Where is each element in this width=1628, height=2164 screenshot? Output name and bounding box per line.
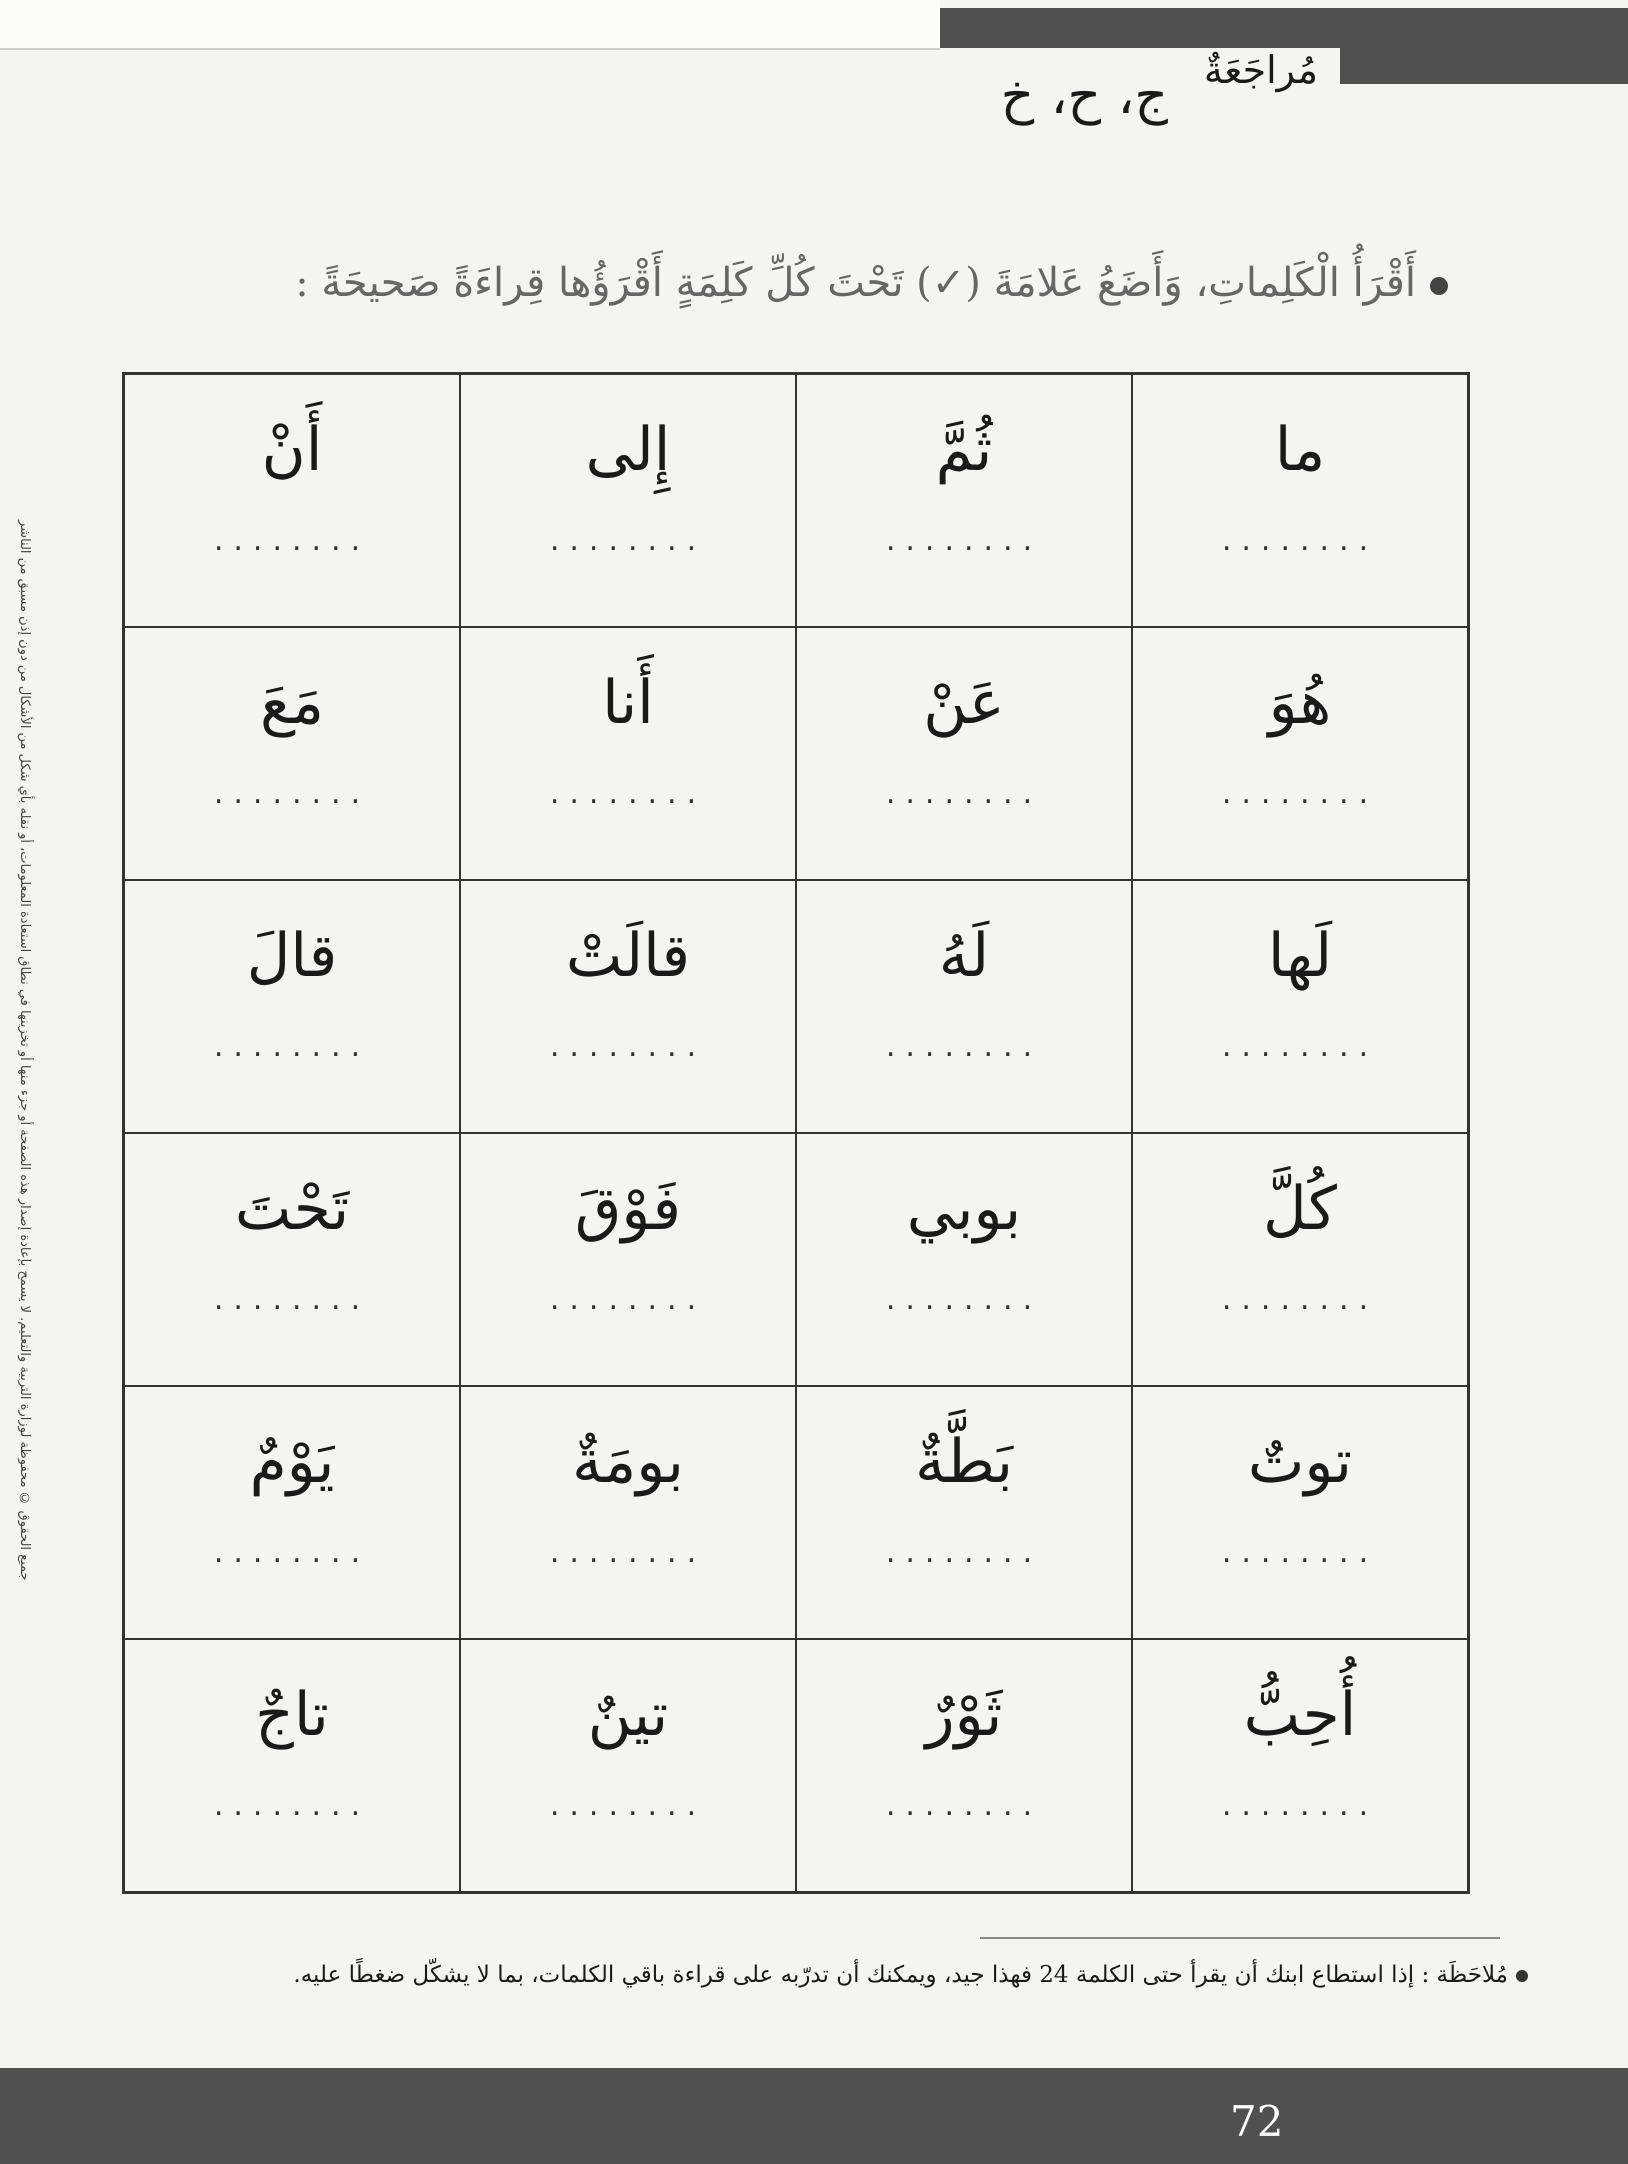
word-label: تَحْتَ <box>234 1174 350 1244</box>
answer-line[interactable]: ........ <box>885 776 1043 811</box>
word-label: يَوْمٌ <box>249 1427 335 1497</box>
word-cell[interactable] <box>1132 627 1468 880</box>
word-label: هُوَ <box>1268 668 1332 738</box>
word-grid <box>122 372 1470 1894</box>
word-label: ما <box>1274 415 1326 485</box>
footnote-text: مُلاحَظَة : إذا استطاع ابنك أن يقرأ حتى الكلمة 24 فهذا جيد، ويمكنك أن تدرّبه على قراءة باقي الكلمات، بما لا يشكّل ضغطًا عليه. <box>293 1962 1508 1988</box>
answer-line[interactable]: ........ <box>1221 1788 1379 1823</box>
word-cell[interactable] <box>460 1639 796 1892</box>
word-cell[interactable] <box>796 1133 1132 1386</box>
bullet-icon <box>1430 277 1448 295</box>
word-label: قالَتْ <box>565 921 691 991</box>
answer-line[interactable]: ........ <box>549 1282 707 1317</box>
word-label: مَعَ <box>259 668 325 738</box>
bullet-icon <box>1516 1970 1528 1982</box>
section-tag: مُراجَعَةٌ <box>1203 48 1318 92</box>
word-cell[interactable] <box>1132 1639 1468 1892</box>
answer-line[interactable]: ........ <box>549 1788 707 1823</box>
word-label: عَنْ <box>923 668 1005 738</box>
page-number: 72 <box>1230 2097 1284 2146</box>
answer-line[interactable]: ........ <box>549 523 707 558</box>
word-label: بَطَّةٌ <box>914 1427 1014 1497</box>
answer-line[interactable]: ........ <box>213 1535 371 1570</box>
word-cell[interactable] <box>1132 1386 1468 1639</box>
word-label: بوبي <box>906 1174 1022 1244</box>
word-cell[interactable] <box>796 627 1132 880</box>
footnote-divider <box>980 1937 1500 1939</box>
footnote <box>293 1962 1528 1988</box>
answer-line[interactable]: ........ <box>1221 1029 1379 1064</box>
word-label: أَنا <box>602 668 654 738</box>
answer-line[interactable]: ........ <box>885 1282 1043 1317</box>
word-cell[interactable] <box>796 1386 1132 1639</box>
word-label: ثُمَّ <box>935 415 993 485</box>
footer-bar <box>0 2068 1628 2164</box>
word-label: توتٌ <box>1247 1427 1353 1497</box>
word-cell[interactable] <box>796 1639 1132 1892</box>
word-cell[interactable] <box>124 1386 460 1639</box>
word-label: لَها <box>1267 921 1333 991</box>
word-cell[interactable] <box>124 627 460 880</box>
word-cell[interactable] <box>1132 1133 1468 1386</box>
word-cell[interactable] <box>796 374 1132 627</box>
word-label: كُلَّ <box>1262 1174 1337 1244</box>
answer-line[interactable]: ........ <box>885 1788 1043 1823</box>
word-cell[interactable] <box>460 627 796 880</box>
word-label: فَوْقَ <box>574 1174 682 1244</box>
answer-line[interactable]: ........ <box>549 776 707 811</box>
word-cell[interactable] <box>124 880 460 1133</box>
word-cell[interactable] <box>124 1133 460 1386</box>
answer-line[interactable]: ........ <box>885 1535 1043 1570</box>
top-left-bar <box>0 0 940 50</box>
answer-line[interactable]: ........ <box>885 523 1043 558</box>
word-cell[interactable] <box>1132 374 1468 627</box>
answer-line[interactable]: ........ <box>885 1029 1043 1064</box>
answer-line[interactable]: ........ <box>1221 1282 1379 1317</box>
word-cell[interactable] <box>1132 880 1468 1133</box>
word-label: تينٌ <box>587 1680 669 1750</box>
answer-line[interactable]: ........ <box>1221 776 1379 811</box>
answer-line[interactable]: ........ <box>213 1788 371 1823</box>
word-label: أَنْ <box>261 415 323 485</box>
word-cell[interactable] <box>124 374 460 627</box>
answer-line[interactable]: ........ <box>213 523 371 558</box>
word-cell[interactable] <box>460 374 796 627</box>
word-cell[interactable] <box>124 1639 460 1892</box>
word-label: ثَوْرٌ <box>925 1680 1003 1750</box>
answer-line[interactable]: ........ <box>213 1282 371 1317</box>
word-label: إِلى <box>585 415 671 485</box>
word-label: بومَةٌ <box>571 1427 684 1497</box>
answer-line[interactable]: ........ <box>213 776 371 811</box>
answer-line[interactable]: ........ <box>213 1029 371 1064</box>
instruction <box>295 260 1448 306</box>
word-cell[interactable] <box>460 880 796 1133</box>
answer-line[interactable]: ........ <box>1221 523 1379 558</box>
word-label: أُحِبُّ <box>1243 1680 1357 1750</box>
section-letters: ج، ح، خ <box>1000 66 1168 126</box>
answer-line[interactable]: ........ <box>549 1029 707 1064</box>
word-cell[interactable] <box>796 880 1132 1133</box>
answer-line[interactable]: ........ <box>549 1535 707 1570</box>
word-cell[interactable] <box>460 1386 796 1639</box>
word-label: تاجٌ <box>255 1680 329 1750</box>
word-cell[interactable] <box>460 1133 796 1386</box>
word-label: قالَ <box>246 921 338 991</box>
instruction-text: أَقْرَأُ الْكَلِماتِ، وَأَضَعُ عَلامَةَ (✓) تَحْتَ كُلِّ كَلِمَةٍ أَقْرَؤُها قِراءَةً صَحيحَةً : <box>295 260 1416 306</box>
word-label: لَهُ <box>938 921 990 991</box>
copyright-note: جميع الحقوق © محفوظة لوزارة التربية والتعليم. لا يسمح بإعادة إصدار هذه الصفحة أو جزء منها أو تخزينها في نطاق استعادة المعلومات، أو نقله بأي شكل من الأشكال من دون إذن مسبق من الناشر <box>17 520 32 1581</box>
answer-line[interactable]: ........ <box>1221 1535 1379 1570</box>
